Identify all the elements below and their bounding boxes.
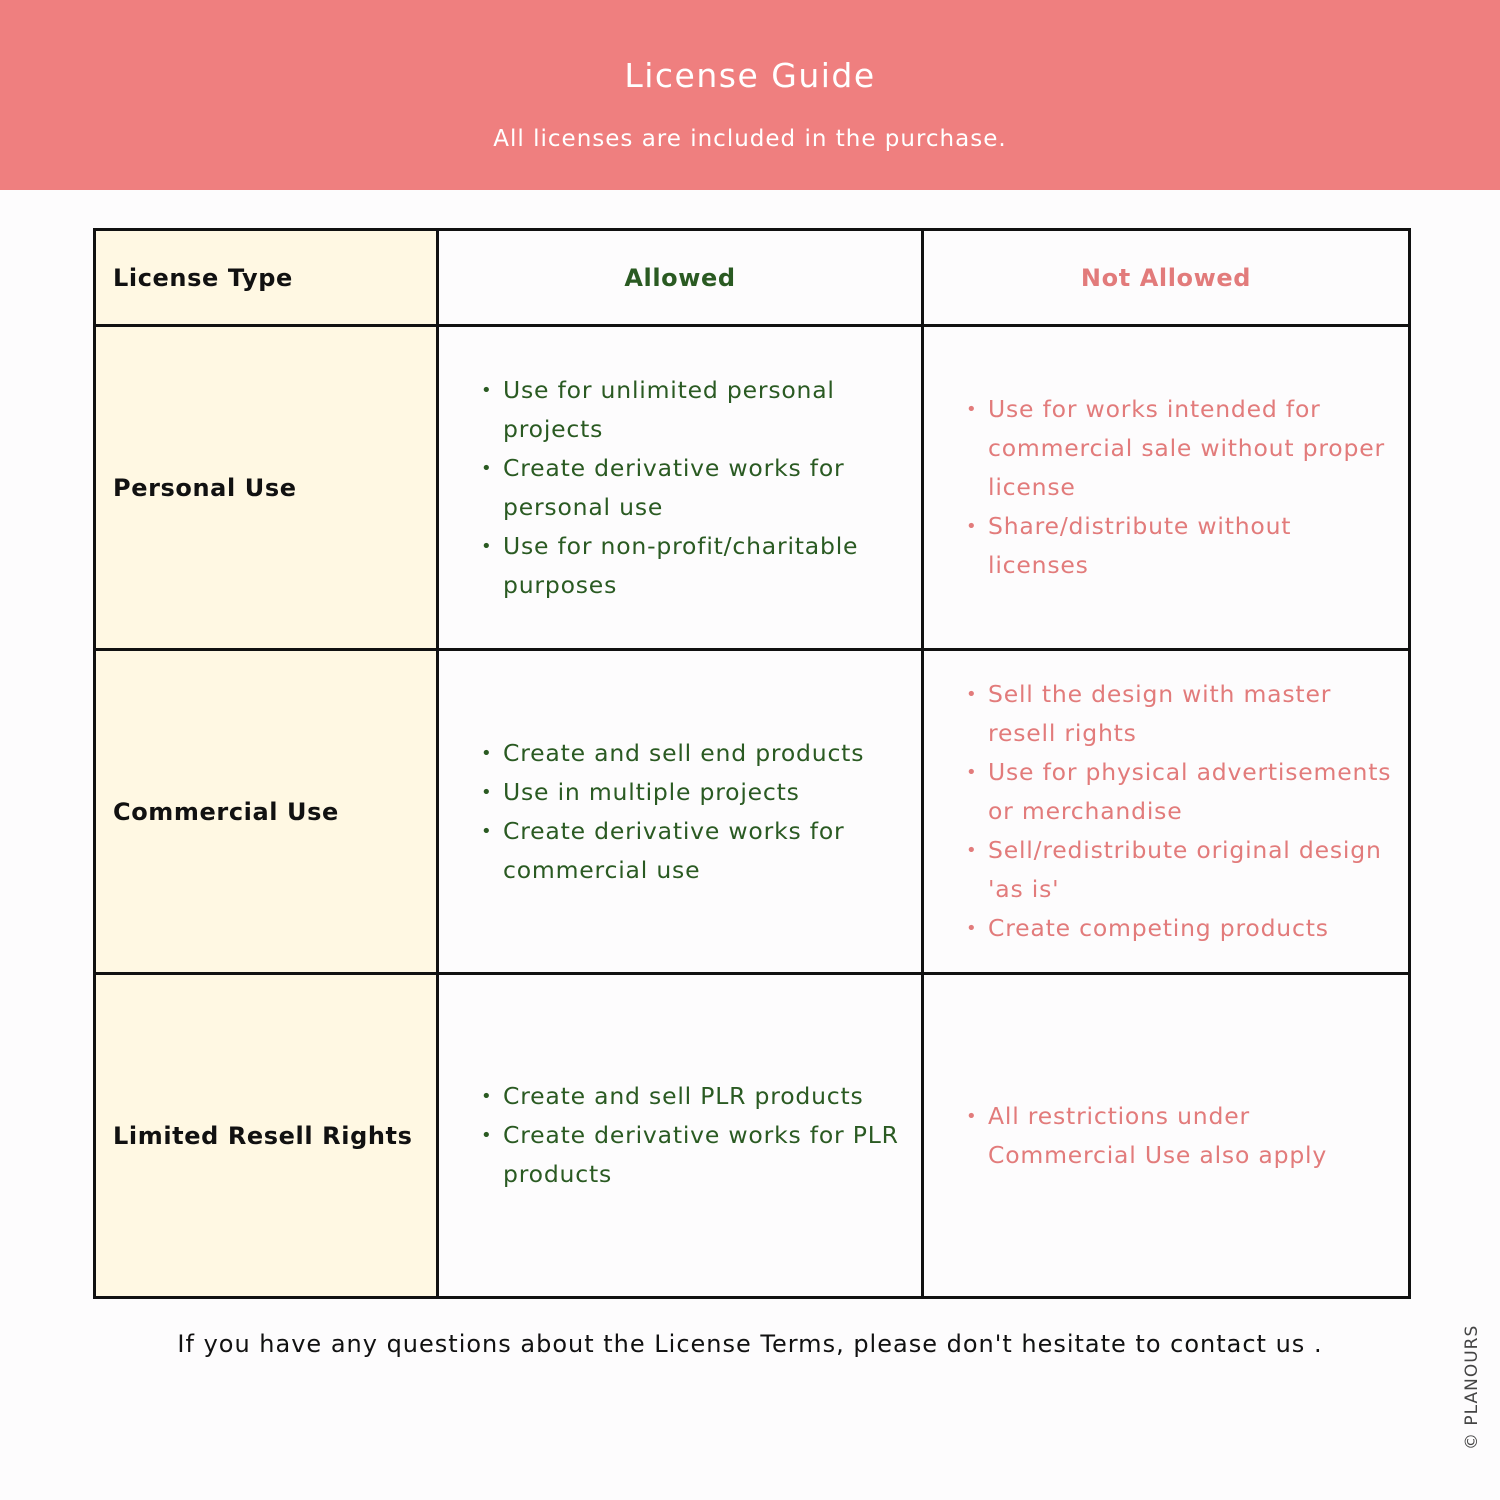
allowed-list: [439, 734, 921, 890]
table-row-limited-resell-rights: [95, 974, 1410, 1298]
not-allowed-cell: [923, 974, 1410, 1298]
allowed-item: • Use in multiple projects: [481, 773, 901, 812]
brand-watermark: © PLANOURS: [1462, 1324, 1482, 1450]
not-allowed-cell: [923, 326, 1410, 650]
table-row-commercial-use: [95, 650, 1410, 974]
license-type-cell: Personal Use: [95, 326, 438, 650]
not-allowed-list: [924, 390, 1408, 585]
not-allowed-item: • Sell the design with master resell rights: [966, 675, 1394, 753]
column-header-not-allowed: Not Allowed: [923, 230, 1410, 326]
allowed-list: [439, 1077, 921, 1194]
not-allowed-item: • Use for works intended for commercial sale without proper license: [966, 390, 1394, 507]
not-allowed-list: [924, 675, 1408, 948]
not-allowed-item: • Sell/redistribute original design 'as is': [966, 831, 1394, 909]
footer-note: If you have any questions about the License Terms, please don't hesitate to contact us .: [177, 1330, 1323, 1358]
page-subtitle: All licenses are included in the purchase.: [493, 126, 1007, 152]
allowed-item: • Create derivative works for personal use: [481, 449, 901, 527]
license-type-cell: Commercial Use: [95, 650, 438, 974]
allowed-item: • Use for non-profit/charitable purposes: [481, 527, 901, 605]
column-header-license-type: License Type: [95, 230, 438, 326]
table-header-row: [95, 230, 1410, 326]
license-table: [93, 228, 1411, 1299]
table-row-personal-use: [95, 326, 1410, 650]
allowed-item: • Create and sell end products: [481, 734, 901, 773]
allowed-cell: [438, 974, 923, 1298]
not-allowed-cell: [923, 650, 1410, 974]
allowed-list: [439, 371, 921, 605]
allowed-cell: [438, 650, 923, 974]
allowed-item: • Create derivative works for PLR products: [481, 1116, 901, 1194]
license-type-cell: Limited Resell Rights: [95, 974, 438, 1298]
not-allowed-item: • Share/distribute without licenses: [966, 507, 1394, 585]
header-banner: [0, 0, 1500, 190]
not-allowed-item: • Create competing products: [966, 909, 1394, 948]
not-allowed-item: • Use for physical advertisements or merchandise: [966, 753, 1394, 831]
allowed-cell: [438, 326, 923, 650]
column-header-allowed: Allowed: [438, 230, 923, 326]
not-allowed-list: [924, 1097, 1408, 1175]
allowed-item: • Use for unlimited personal projects: [481, 371, 901, 449]
allowed-item: • Create and sell PLR products: [481, 1077, 901, 1116]
allowed-item: • Create derivative works for commercial use: [481, 812, 901, 890]
not-allowed-item: • All restrictions under Commercial Use also apply: [966, 1097, 1394, 1175]
page-title: License Guide: [624, 56, 876, 95]
